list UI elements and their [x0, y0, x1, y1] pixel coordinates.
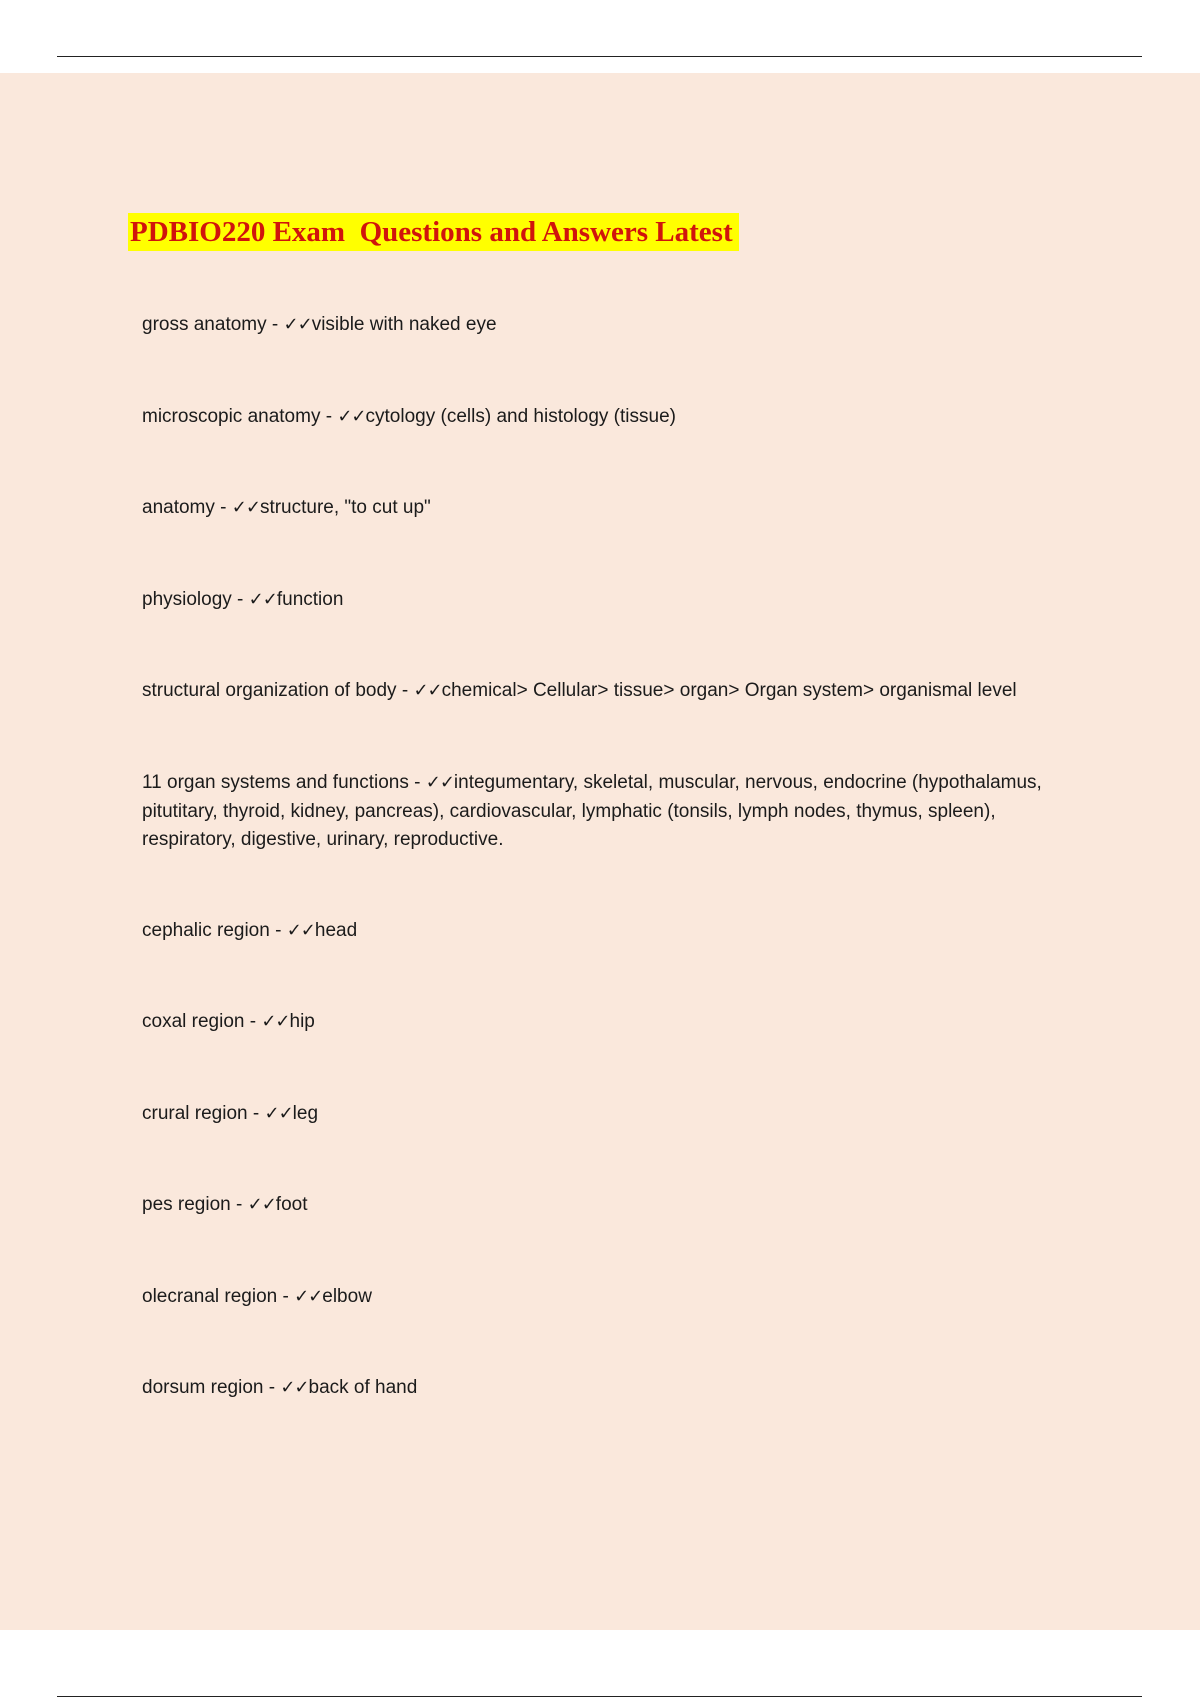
double-check-icon: ✓✓ [247, 1194, 276, 1215]
double-check-icon: ✓✓ [231, 497, 260, 518]
qa-term: structural organization of body [142, 680, 397, 701]
qa-term: coxal region [142, 1011, 245, 1032]
qa-definition: leg [292, 1103, 319, 1124]
qa-item-dorsum-region [142, 1374, 1062, 1403]
qa-definition: function [276, 589, 344, 610]
qa-term: cephalic region [142, 920, 270, 941]
double-check-icon: ✓✓ [248, 589, 277, 610]
qa-item-pes-region [142, 1191, 1062, 1220]
qa-item-organ-systems [142, 769, 1062, 855]
document-title: PDBIO220 Exam Questions and Answers Latest [128, 213, 739, 251]
qa-item-cephalic-region [142, 917, 1062, 946]
qa-term: anatomy [142, 497, 215, 518]
qa-item-coxal-region [142, 1008, 1062, 1037]
double-check-icon: ✓✓ [294, 1286, 323, 1307]
qa-definition: hip [289, 1011, 315, 1032]
qa-term: physiology [142, 589, 232, 610]
qa-definition: foot [275, 1194, 308, 1215]
qa-term: crural region [142, 1103, 248, 1124]
double-check-icon: ✓✓ [264, 1103, 293, 1124]
qa-definition: back of hand [308, 1377, 418, 1398]
qa-item-structural-organization [142, 677, 1062, 706]
qa-definition: structure, "to cut up" [259, 497, 431, 518]
qa-term: microscopic anatomy [142, 406, 321, 427]
double-check-icon: ✓✓ [286, 920, 315, 941]
qa-item-gross-anatomy [142, 311, 1062, 340]
double-check-icon: ✓✓ [283, 314, 312, 335]
qa-definition: chemical> Cellular> tissue> organ> Organ system> organismal level [441, 680, 1017, 701]
double-check-icon: ✓✓ [425, 772, 454, 793]
qa-definition: cytology (cells) and histology (tissue) [365, 406, 676, 427]
qa-item-anatomy [142, 494, 1062, 523]
qa-term: dorsum region [142, 1377, 264, 1398]
qa-item-crural-region [142, 1100, 1062, 1129]
qa-item-microscopic-anatomy [142, 403, 1062, 432]
qa-term: olecranal region [142, 1286, 278, 1307]
qa-definition: visible with naked eye [311, 314, 497, 335]
double-check-icon: ✓✓ [337, 406, 366, 427]
footer-rule [57, 1696, 1142, 1697]
double-check-icon: ✓✓ [413, 680, 442, 701]
qa-term: pes region [142, 1194, 231, 1215]
qa-item-olecranal-region [142, 1283, 1062, 1312]
qa-definition: integumentary, skeletal, muscular, nervous, endocrine (hypothalamus, pitutitary, thyroid, kidney, pancreas), cardiovascular, lymphatic (tonsils, lymph nodes, thymus, spleen), respiratory, digestive, urinary, reproductive. [142, 772, 1042, 850]
qa-term: gross anatomy [142, 314, 267, 335]
qa-term: 11 organ systems and functions [142, 772, 409, 793]
qa-definition: elbow [322, 1286, 372, 1307]
double-check-icon: ✓✓ [280, 1377, 309, 1398]
double-check-icon: ✓✓ [261, 1011, 290, 1032]
header-rule [57, 56, 1142, 57]
qa-definition: head [314, 920, 358, 941]
title-highlight [128, 213, 739, 251]
qa-item-physiology [142, 586, 1062, 615]
